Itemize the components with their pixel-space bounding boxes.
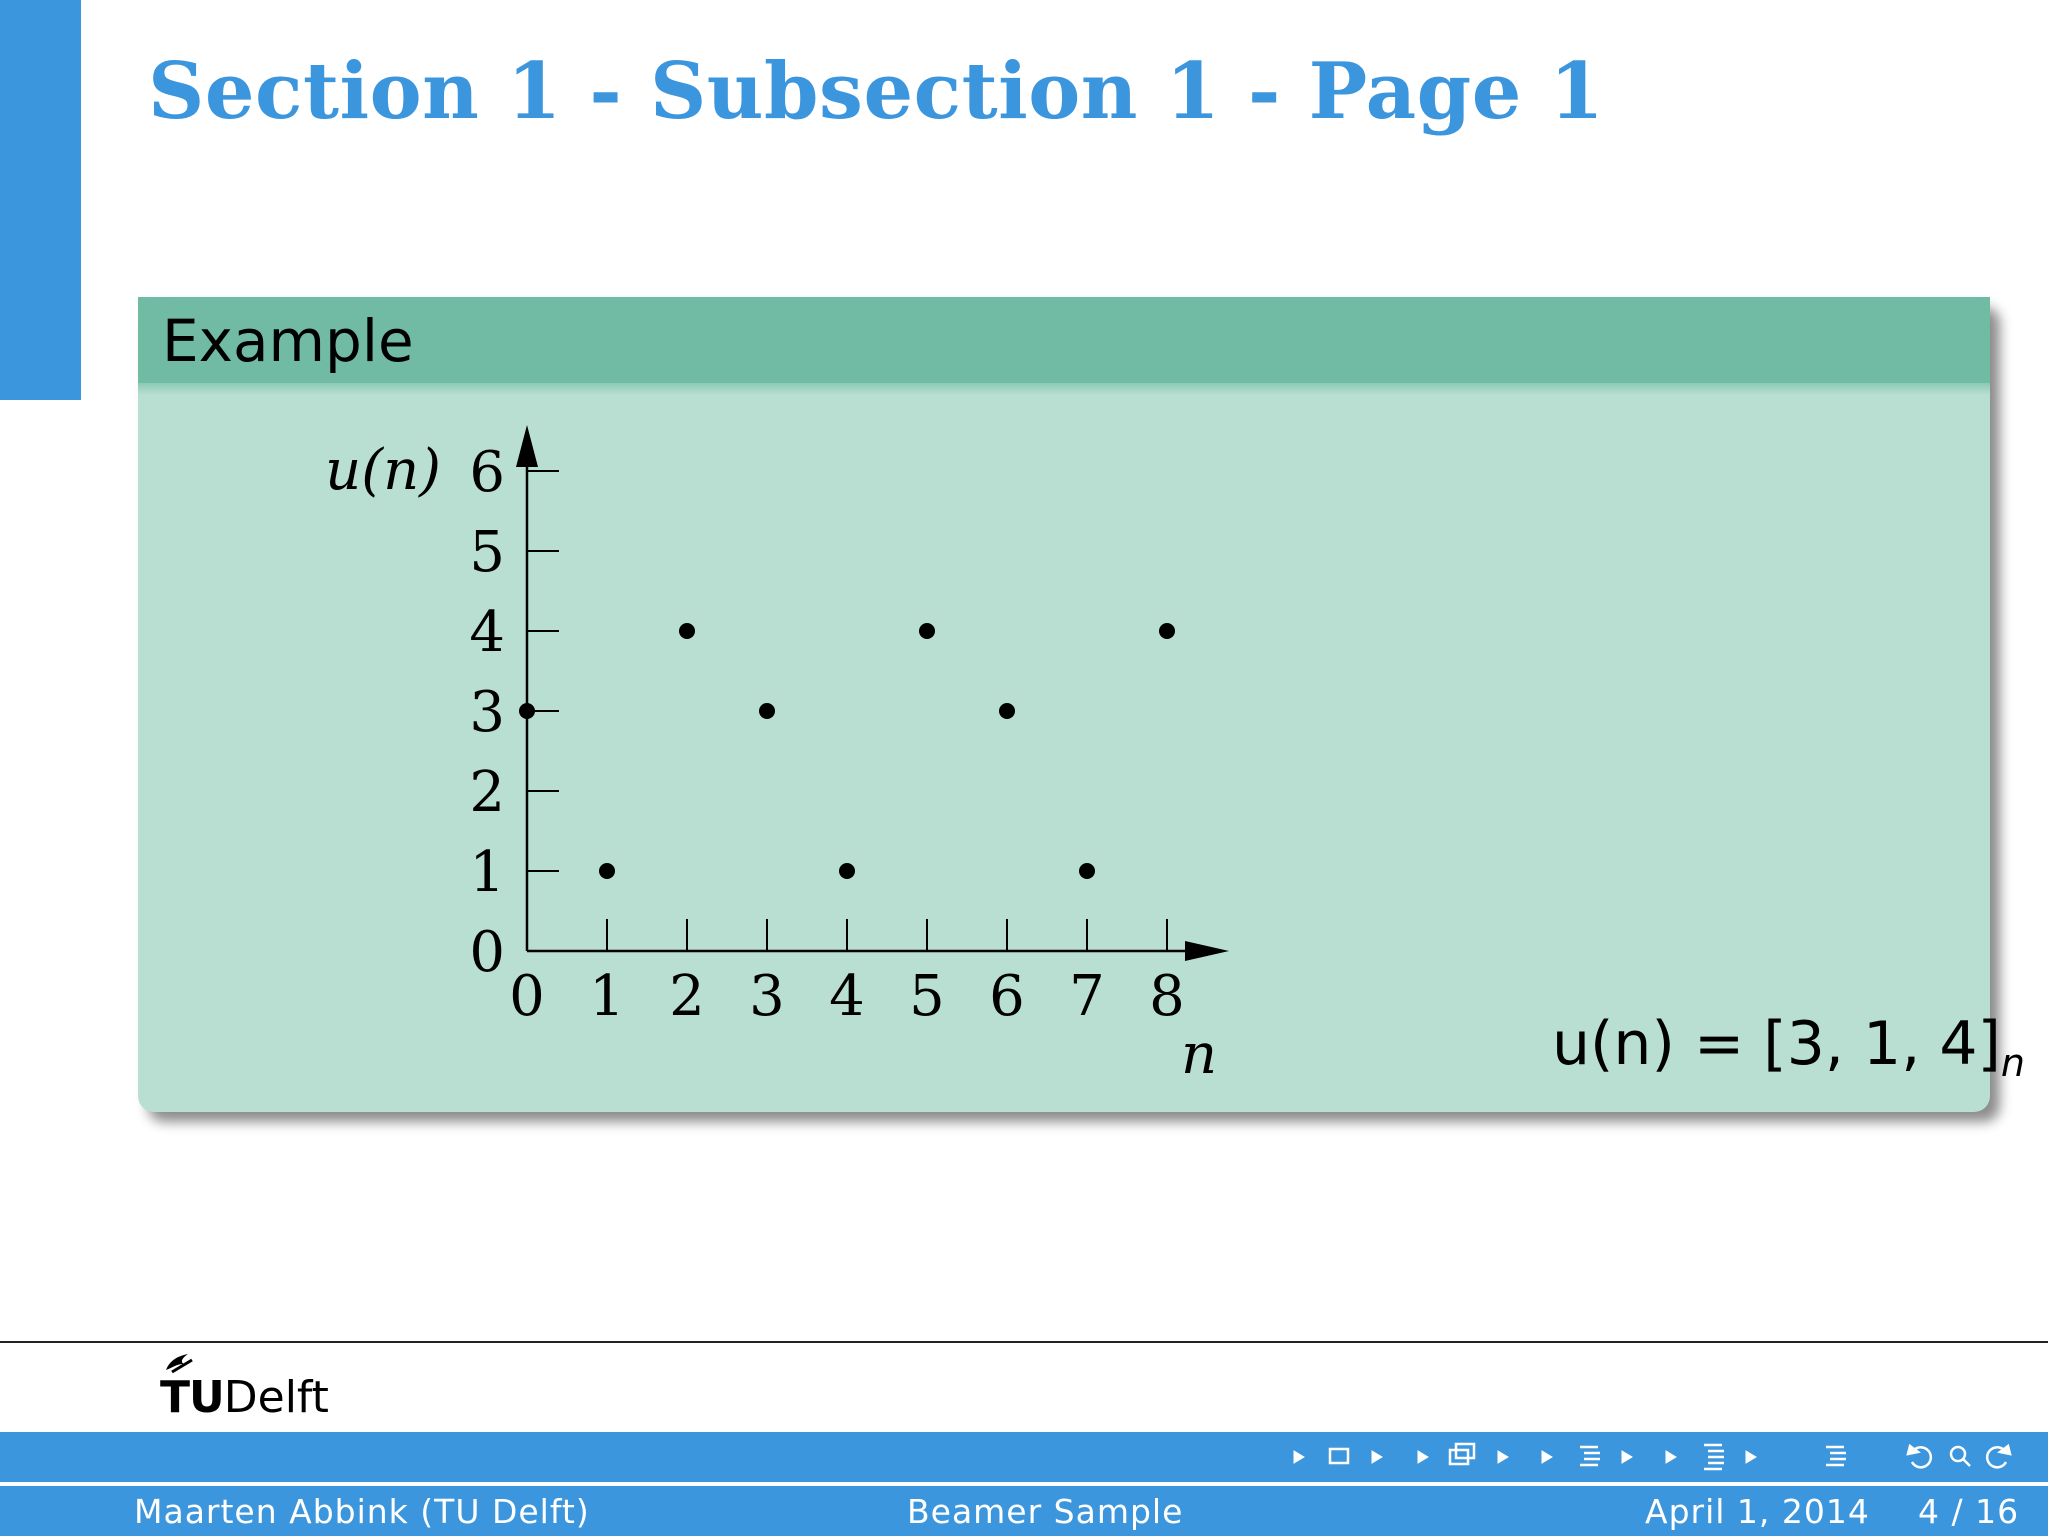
formula-text: u(n) = [3, 1, 4] xyxy=(1552,1009,2001,1079)
next-document-icon[interactable] xyxy=(1746,1451,1756,1463)
prev-document-icon[interactable] xyxy=(1666,1451,1676,1463)
y-axis-arrow xyxy=(516,425,538,467)
data-point xyxy=(519,703,535,719)
x-tick-label: 3 xyxy=(749,964,785,1029)
next-subsection-icon[interactable] xyxy=(1498,1451,1508,1463)
y-tick-label: 6 xyxy=(469,440,505,505)
footer-info-bar xyxy=(0,1486,2048,1536)
prev-frame-icon[interactable] xyxy=(1294,1451,1304,1463)
next-section-icon[interactable] xyxy=(1622,1451,1632,1463)
y-tick-label: 0 xyxy=(469,920,505,985)
data-point xyxy=(1159,623,1175,639)
side-accent-bar xyxy=(0,0,81,400)
navigation-bar xyxy=(0,1432,2048,1482)
data-point xyxy=(1079,863,1095,879)
prev-section-icon[interactable] xyxy=(1542,1451,1552,1463)
footer-date: April 1, 2014 xyxy=(1645,1492,1870,1531)
y-axis-label: u(n) xyxy=(325,438,441,503)
footer-author: Maarten Abbink (TU Delft) xyxy=(134,1492,590,1531)
x-tick-label: 0 xyxy=(509,964,545,1029)
x-tick-label: 6 xyxy=(989,964,1025,1029)
data-point xyxy=(759,703,775,719)
x-tick-label: 8 xyxy=(1149,964,1185,1029)
prev-subsection-icon[interactable] xyxy=(1418,1451,1428,1463)
y-tick-label: 5 xyxy=(469,520,505,585)
x-tick-label: 7 xyxy=(1069,964,1105,1029)
navigation-icons xyxy=(0,1432,2048,1482)
page-title: Section 1 - Subsection 1 - Page 1 xyxy=(148,46,1605,137)
data-point xyxy=(839,863,855,879)
data-point xyxy=(599,863,615,879)
data-point xyxy=(679,623,695,639)
scatter-chart xyxy=(138,297,1990,1112)
document-icon[interactable] xyxy=(1704,1445,1724,1469)
formula-subscript: n xyxy=(2000,1041,2026,1085)
footer-divider xyxy=(0,1341,2048,1343)
block-title: Example xyxy=(162,307,414,375)
x-tick-label: 5 xyxy=(909,964,945,1029)
logo-tu-text: TU xyxy=(160,1372,224,1423)
formula xyxy=(1552,1009,2025,1085)
y-tick-label: 2 xyxy=(469,760,505,825)
data-point xyxy=(919,623,935,639)
section-icon[interactable] xyxy=(1580,1447,1600,1465)
next-frame-icon[interactable] xyxy=(1372,1451,1382,1463)
y-tick-label: 3 xyxy=(469,680,505,745)
x-axis-arrow xyxy=(1185,941,1229,961)
x-tick-label: 2 xyxy=(669,964,705,1029)
tu-delft-logo xyxy=(160,1372,329,1423)
search-icon[interactable] xyxy=(1951,1447,1970,1466)
data-point xyxy=(999,703,1015,719)
logo-delft: Delft xyxy=(223,1372,329,1423)
x-tick-label: 4 xyxy=(829,964,865,1029)
x-axis-label: n xyxy=(1180,1022,1218,1087)
y-tick-label: 4 xyxy=(469,600,505,665)
frame-icon[interactable] xyxy=(1330,1449,1348,1463)
footer-page-number: 4 / 16 xyxy=(1918,1492,2020,1531)
y-tick-label: 1 xyxy=(469,840,505,905)
logo-tu xyxy=(160,1372,224,1423)
outline-icon[interactable] xyxy=(1826,1447,1846,1465)
x-tick-label: 1 xyxy=(589,964,625,1029)
footer-presentation-title: Beamer Sample xyxy=(907,1492,1184,1531)
example-block xyxy=(138,297,2026,1112)
